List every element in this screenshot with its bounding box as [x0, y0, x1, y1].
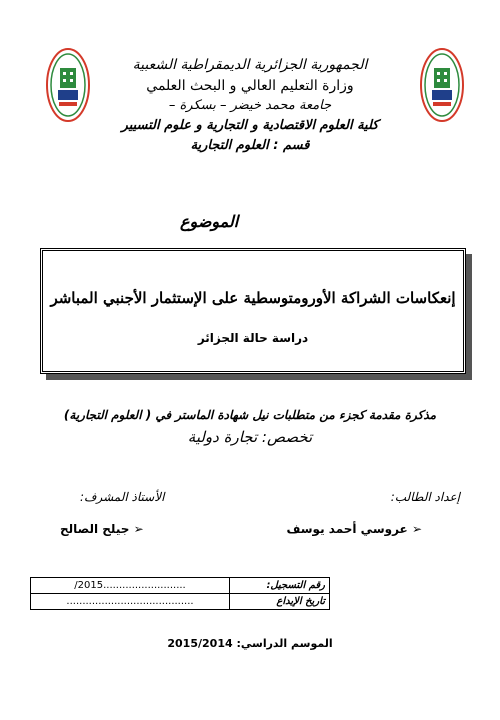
- header-faculty: كلية العلوم الاقتصادية و التجارية و علوم التسيير: [121, 118, 379, 133]
- table-row: [31, 594, 330, 610]
- registration-number-label: رقم التسجيل:: [230, 578, 330, 594]
- thesis-subtitle: دراسة حالة الجزائر: [197, 331, 309, 345]
- bullet-arrow: ➢: [133, 522, 144, 536]
- supervisor-label: الأستاذ المشرف:: [80, 490, 165, 504]
- academic-season: [0, 637, 500, 650]
- registration-table: [30, 577, 330, 610]
- student-label: إعداد الطالب:: [390, 490, 460, 504]
- bullet-arrow: ➢: [411, 522, 422, 536]
- thesis-title: إنعكاسات الشراكة الأورومتوسطية على الإستثمار الأجنبي المباشر: [50, 289, 456, 307]
- registration-number-value: /2015..........................: [31, 578, 230, 594]
- deposit-date-value: ........................................: [31, 594, 230, 610]
- student-name: عروسي أحمد يوسف: [286, 522, 408, 536]
- student-entry: [286, 522, 422, 536]
- supervisor-entry: [60, 522, 144, 536]
- season-label: الموسم الدراسي:: [236, 637, 333, 650]
- table-row: [31, 578, 330, 594]
- title-box: [40, 248, 466, 374]
- header-university: جامعة محمد خيضر – بسكرة –: [168, 98, 332, 113]
- header-ministry: وزارة التعليم العالي و البحث العلمي: [146, 78, 354, 94]
- specialty-line: تخصص: تجارة دولية: [187, 428, 313, 446]
- header-department: قسم : العلوم التجارية: [190, 138, 310, 153]
- subject-label-text: الموضوع: [180, 212, 239, 231]
- memo-line: مذكرة مقدمة كجزء من متطلبات نيل شهادة الماستر في ( العلوم التجارية): [63, 408, 437, 422]
- header-republic: الجمهورية الجزائرية الديمقراطية الشعبية: [132, 57, 368, 73]
- deposit-date-label: تاريخ الإيداع: [230, 594, 330, 610]
- subject-label: [180, 212, 238, 231]
- season-value: 2015/2014: [167, 637, 233, 650]
- supervisor-name: جيلح الصالح: [60, 522, 130, 536]
